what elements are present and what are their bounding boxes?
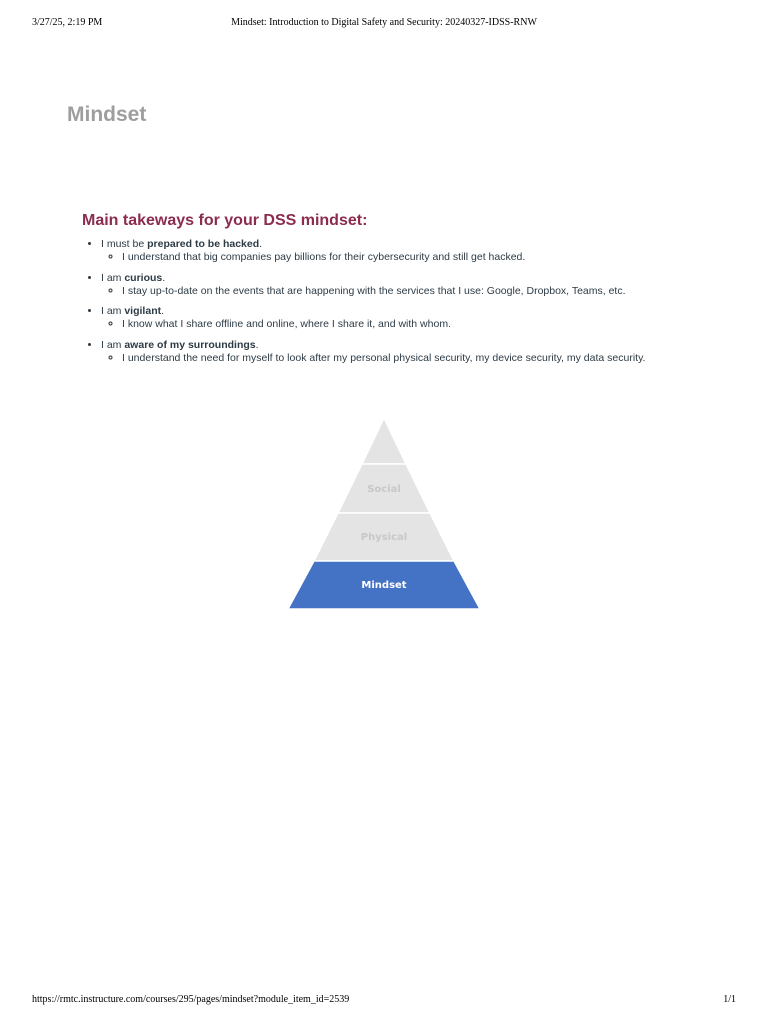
print-footer bbox=[32, 994, 736, 1008]
takeaway-prefix: I am bbox=[101, 305, 125, 317]
section-heading: Main takeways for your DSS mindset: bbox=[82, 212, 368, 229]
print-url: https://rmtc.instructure.com/courses/295/pages/mindset?module_item_id=2539 bbox=[32, 994, 350, 1005]
takeaway-prefix: I am bbox=[101, 338, 125, 351]
takeaway-detail: ◦ I know what I share offline and online, where I share it, and with whom. bbox=[122, 318, 741, 331]
takeaway-item bbox=[101, 305, 741, 331]
takeaway-keyword: aware of my surroundings bbox=[124, 338, 256, 351]
takeaway-suffix: . bbox=[259, 238, 263, 250]
takeaway-detail: ◦ I understand the need for myself to look after my personal physical security, my device security, my data security. bbox=[122, 352, 741, 365]
pyramid-label-mindset: Mindset bbox=[361, 580, 407, 591]
takeaway-suffix: . bbox=[161, 305, 165, 317]
print-page-count: 1/1 bbox=[723, 994, 736, 1005]
takeaway-item bbox=[101, 339, 741, 365]
takeaways-list bbox=[82, 238, 741, 372]
takeaway-suffix: . bbox=[162, 271, 166, 284]
takeaway-keyword: curious bbox=[124, 271, 163, 284]
takeaway-detail: ◦ I stay up-to-date on the events that are happening with the services that I use: Google, Dropbox, Teams, etc. bbox=[122, 285, 741, 298]
page-title: Mindset bbox=[67, 103, 147, 126]
print-date: 3/27/25, 2:19 PM bbox=[32, 17, 103, 28]
takeaway-keyword: prepared to be hacked bbox=[147, 238, 260, 250]
takeaway-item bbox=[101, 272, 741, 298]
takeaway-detail: ◦ I understand that big companies pay billions for their cybersecurity and still get hacked. bbox=[122, 251, 741, 264]
pyramid-label-physical: Physical bbox=[360, 532, 408, 543]
takeaway-details bbox=[101, 318, 741, 331]
pyramid-level-top bbox=[362, 418, 406, 464]
security-pyramid-diagram bbox=[262, 416, 507, 610]
takeaway-details bbox=[101, 352, 741, 365]
print-header bbox=[32, 17, 736, 31]
takeaway-item bbox=[101, 238, 741, 264]
takeaway-prefix: I am bbox=[101, 271, 125, 284]
takeaway-details bbox=[101, 285, 741, 298]
takeaway-details bbox=[101, 251, 741, 264]
takeaway-prefix: I must be bbox=[101, 238, 148, 250]
print-doc-title: Mindset: Introduction to Digital Safety and Security: 20240327-IDSS-RNW bbox=[231, 17, 537, 28]
pyramid-label-social: Social bbox=[367, 484, 401, 495]
takeaway-keyword: vigilant bbox=[124, 305, 162, 317]
takeaway-suffix: . bbox=[255, 338, 259, 351]
